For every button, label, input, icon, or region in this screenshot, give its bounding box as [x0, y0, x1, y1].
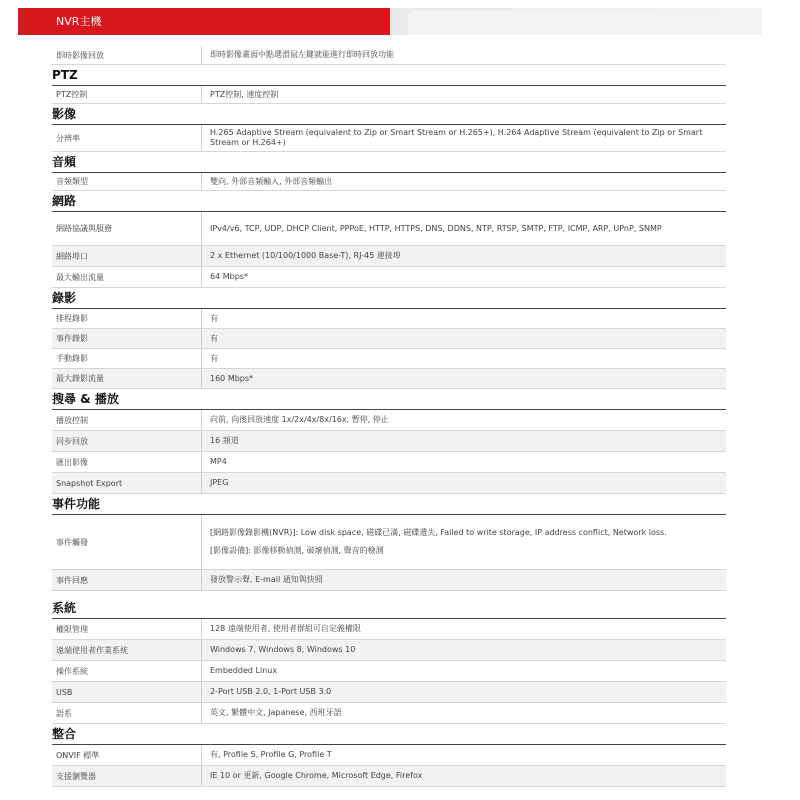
header-title: NVR主機	[18, 8, 390, 35]
spec-row	[52, 745, 726, 766]
spec-row	[52, 661, 726, 682]
spec-key: 網路協議與服務	[52, 212, 202, 245]
header-bar	[18, 8, 762, 35]
spec-row	[52, 766, 726, 787]
spec-table	[52, 46, 726, 591]
spec-row	[52, 431, 726, 452]
spec-value-text: [網路影像錄影機(NVR)]: Low disk space, 磁碟已滿, 磁碟遺失, Failed to write storage, IP address conflict, Network loss.	[210, 528, 667, 537]
spec-value	[202, 173, 726, 190]
spec-value	[202, 452, 726, 472]
spec-value-text: 16 頻道	[210, 436, 239, 445]
spec-row	[52, 473, 726, 494]
spec-value-text: 英文, 繁體中文, Japanese, 西班牙語	[210, 708, 342, 717]
spec-key: 事件回應	[52, 570, 202, 590]
spec-value-text: 有	[210, 333, 218, 343]
section-title: 網路	[52, 192, 726, 212]
spec-value	[202, 212, 726, 245]
spec-key: Snapshot Export	[52, 473, 202, 493]
section-title: 影像	[52, 105, 726, 125]
spec-row	[52, 703, 726, 724]
spec-value	[202, 431, 726, 451]
spec-value-text: 64 Mbps*	[210, 272, 248, 281]
spec-value-text: Windows 7, Windows 8, Windows 10	[210, 645, 356, 654]
section-title: 音頻	[52, 153, 726, 173]
spec-value-text: IE 10 or 更新, Google Chrome, Microsoft Edge, Firefox	[210, 771, 423, 780]
spec-value	[202, 745, 726, 765]
spec-key: 語系	[52, 703, 202, 723]
spec-row	[52, 86, 726, 104]
spec-key: 匯出影像	[52, 452, 202, 472]
spec-row	[52, 640, 726, 661]
spec-value-text: IPv4/v6, TCP, UDP, DHCP Client, PPPoE, HTTP, HTTPS, DNS, DDNS, NTP, RTSP, SMTP, FTP, ICMP, ARP, UPnP, SNMP	[210, 223, 662, 233]
spec-row	[52, 125, 726, 152]
section-title: 錄影	[52, 289, 726, 309]
spec-value-text: H.265 Adaptive Stream (equivalent to Zip or Smart Stream or H.265+), H.264 Adaptive Stream (equivalent to Zip or Smart Stream or H.264+)	[210, 128, 703, 147]
spec-value-text: JPEG	[210, 478, 229, 487]
spec-value	[202, 473, 726, 493]
spec-value	[202, 349, 726, 368]
spec-key: 操作系統	[52, 661, 202, 681]
spec-row	[52, 452, 726, 473]
spec-key: 音頻類型	[52, 173, 202, 190]
spec-row	[52, 309, 726, 329]
section-title: 系統	[52, 599, 726, 619]
spec-value	[202, 369, 726, 388]
spec-key: 即時影像回放	[52, 46, 202, 64]
spec-key: 最大輸出流量	[52, 267, 202, 287]
spec-row	[52, 173, 726, 191]
spec-group-1	[52, 66, 726, 591]
spec-key: 遠端使用者作業系統	[52, 640, 202, 660]
section-title: 事件功能	[52, 495, 726, 515]
spec-value	[202, 640, 726, 660]
spec-value-text: 有	[210, 313, 218, 323]
spec-row	[52, 410, 726, 431]
spec-value-text: 2 x Ethernet (10/100/1000 Base-T), RJ-45 連接埠	[210, 251, 401, 260]
spec-row-top	[52, 46, 726, 65]
spec-key: 網路埠口	[52, 246, 202, 266]
spec-key: 最大錄影流量	[52, 369, 202, 388]
spec-key: 分辨率	[52, 125, 202, 151]
spec-value	[202, 246, 726, 266]
spec-key: 事件觸發	[52, 515, 202, 569]
spec-key: USB	[52, 682, 202, 702]
spec-row	[52, 515, 726, 570]
section-title: 整合	[52, 725, 726, 745]
section-title: PTZ	[52, 66, 726, 86]
spec-value-text: 發放警示聲, E-mail 通知與快照	[210, 575, 323, 584]
spec-key: 事件錄影	[52, 329, 202, 348]
spec-key: ONVIF 標準	[52, 745, 202, 765]
spec-value	[202, 329, 726, 348]
spec-value-text: 雙向, 外部音頻輸入, 外部音頻輸出	[210, 176, 333, 186]
spec-value-text: Embedded Linux	[210, 666, 278, 675]
spec-value-text: PTZ控制, 速度控制	[210, 89, 279, 99]
spec-row	[52, 682, 726, 703]
spec-row	[52, 329, 726, 349]
spec-value-text: 有	[210, 353, 218, 363]
spec-value-text: MP4	[210, 457, 227, 466]
spec-value-text: 向前, 向後回放速度 1x/2x/4x/8x/16x, 暫停, 停止	[210, 415, 389, 424]
spec-value	[202, 267, 726, 287]
spec-key: 播放控制	[52, 410, 202, 430]
spec-key: 排程錄影	[52, 309, 202, 328]
spec-value	[202, 682, 726, 702]
spec-group-2	[52, 599, 726, 787]
spec-key: 權限管理	[52, 619, 202, 639]
spec-value	[202, 619, 726, 639]
spec-value	[202, 661, 726, 681]
spec-table-2	[52, 598, 726, 787]
spec-value-text: 即時影像畫面中點選滑鼠左鍵就能進行即時回放功能	[210, 50, 394, 59]
spec-value-text: 128 遠端使用者, 使用者群組可自定義權限	[210, 624, 361, 633]
spec-row	[52, 212, 726, 246]
spec-row	[52, 267, 726, 288]
spec-row	[52, 619, 726, 640]
spec-value	[202, 703, 726, 723]
spec-value-text: [影像設備]: 影像移動偵測, 破壞偵測, 聲音的檢測	[210, 546, 384, 555]
spec-key: PTZ控制	[52, 86, 202, 103]
spec-row	[52, 369, 726, 389]
spec-value	[202, 766, 726, 786]
spec-value	[202, 515, 726, 569]
spec-value	[202, 46, 726, 64]
spec-key: 手動錄影	[52, 349, 202, 368]
spec-row	[52, 570, 726, 591]
section-title: 搜尋 & 播放	[52, 390, 726, 410]
spec-value	[202, 125, 726, 151]
spec-value	[202, 570, 726, 590]
spec-value	[202, 309, 726, 328]
spec-value-text: 160 Mbps*	[210, 373, 254, 383]
spec-value	[202, 410, 726, 430]
spec-row	[52, 246, 726, 267]
spec-key: 同步回放	[52, 431, 202, 451]
spec-key: 支援瀏覽器	[52, 766, 202, 786]
spec-row	[52, 349, 726, 369]
spec-value-text: 2-Port USB 2.0, 1-Port USB 3.0	[210, 687, 332, 696]
spec-value-text: 有, Profile S, Profile G, Profile T	[210, 750, 332, 759]
spec-value	[202, 86, 726, 103]
header-decoration	[390, 8, 762, 35]
